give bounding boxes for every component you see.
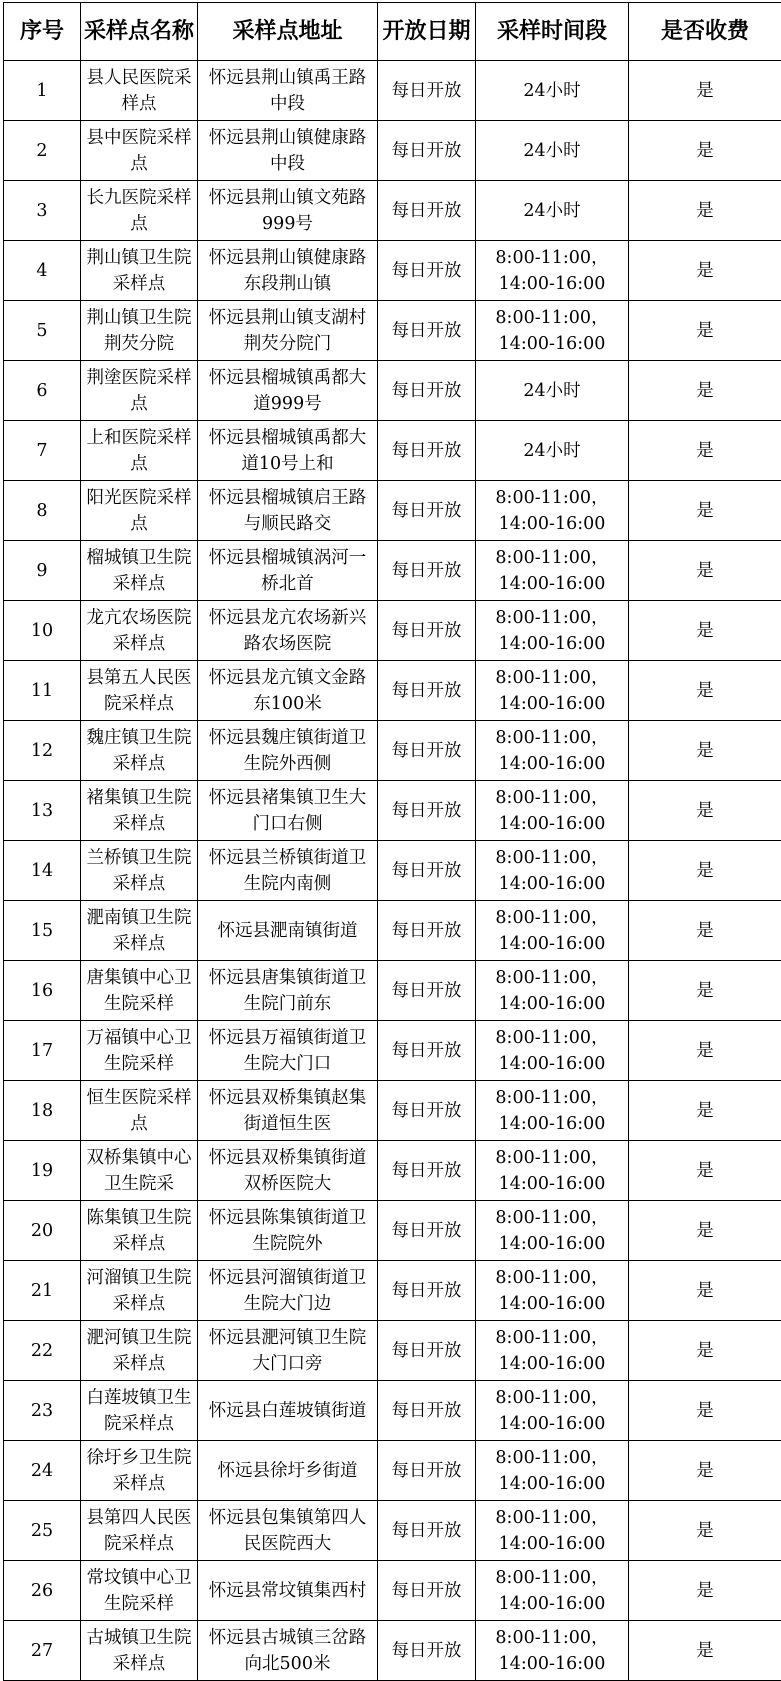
cell-open-date: 每日开放 [378, 1081, 476, 1141]
table-row [4, 361, 781, 421]
cell-open-date: 每日开放 [378, 661, 476, 721]
cell-address: 怀远县褚集镇卫生大门口右侧 [198, 781, 378, 841]
cell-open-date: 每日开放 [378, 1441, 476, 1501]
table-row [4, 1141, 781, 1201]
cell-open-date: 每日开放 [378, 1261, 476, 1321]
cell-time-slot: 8:00-11:00， 14:00-16:00 [476, 481, 629, 541]
cell-address: 怀远县包集镇第四人民医院西大 [198, 1501, 378, 1561]
cell-site-name: 淝南镇卫生院采样点 [81, 901, 198, 961]
cell-site-name: 榴城镇卫生院采样点 [81, 541, 198, 601]
cell-time-slot: 24小时 [476, 181, 629, 241]
cell-address: 怀远县荆山镇文苑路999号 [198, 181, 378, 241]
table-row [4, 1321, 781, 1381]
cell-time-slot: 8:00-11:00， 14:00-16:00 [476, 721, 629, 781]
table-row [4, 61, 781, 121]
cell-fee: 是 [629, 1021, 781, 1081]
cell-time-slot: 8:00-11:00， 14:00-16:00 [476, 1441, 629, 1501]
table-row [4, 1021, 781, 1081]
cell-fee: 是 [629, 1261, 781, 1321]
cell-time-slot: 8:00-11:00， 14:00-16:00 [476, 661, 629, 721]
table-row [4, 1501, 781, 1561]
cell-time-slot: 8:00-11:00， 14:00-16:00 [476, 241, 629, 301]
table-row [4, 1621, 781, 1681]
cell-fee: 是 [629, 541, 781, 601]
cell-index: 3 [4, 181, 81, 241]
table-row [4, 901, 781, 961]
cell-open-date: 每日开放 [378, 361, 476, 421]
cell-index: 2 [4, 121, 81, 181]
cell-address: 怀远县河溜镇街道卫生院大门边 [198, 1261, 378, 1321]
table-row [4, 601, 781, 661]
cell-open-date: 每日开放 [378, 61, 476, 121]
cell-open-date: 每日开放 [378, 901, 476, 961]
cell-fee: 是 [629, 901, 781, 961]
table-row [4, 1381, 781, 1441]
table-row [4, 841, 781, 901]
cell-time-slot: 24小时 [476, 61, 629, 121]
table-row [4, 1201, 781, 1261]
cell-address: 怀远县淝南镇街道 [198, 901, 378, 961]
cell-index: 23 [4, 1381, 81, 1441]
cell-address: 怀远县陈集镇街道卫生院院外 [198, 1201, 378, 1261]
cell-fee: 是 [629, 721, 781, 781]
cell-site-name: 县人民医院采样点 [81, 61, 198, 121]
cell-time-slot: 8:00-11:00， 14:00-16:00 [476, 1381, 629, 1441]
cell-index: 4 [4, 241, 81, 301]
cell-address: 怀远县魏庄镇街道卫生院外西侧 [198, 721, 378, 781]
cell-fee: 是 [629, 481, 781, 541]
cell-index: 18 [4, 1081, 81, 1141]
cell-open-date: 每日开放 [378, 301, 476, 361]
table-row [4, 541, 781, 601]
cell-open-date: 每日开放 [378, 1321, 476, 1381]
cell-site-name: 县第五人民医院采样点 [81, 661, 198, 721]
cell-open-date: 每日开放 [378, 1501, 476, 1561]
table-row [4, 181, 781, 241]
cell-open-date: 每日开放 [378, 781, 476, 841]
cell-address: 怀远县古城镇三岔路向北500米 [198, 1621, 378, 1681]
cell-site-name: 兰桥镇卫生院采样点 [81, 841, 198, 901]
cell-site-name: 魏庄镇卫生院采样点 [81, 721, 198, 781]
cell-index: 26 [4, 1561, 81, 1621]
header-time-slot: 采样时间段 [476, 3, 629, 61]
cell-fee: 是 [629, 1561, 781, 1621]
cell-address: 怀远县荆山镇健康路中段 [198, 121, 378, 181]
table-row [4, 421, 781, 481]
cell-index: 11 [4, 661, 81, 721]
cell-site-name: 阳光医院采样点 [81, 481, 198, 541]
header-site-name: 采样点名称 [81, 3, 198, 61]
cell-fee: 是 [629, 1441, 781, 1501]
cell-fee: 是 [629, 1501, 781, 1561]
cell-index: 12 [4, 721, 81, 781]
cell-time-slot: 8:00-11:00， 14:00-16:00 [476, 301, 629, 361]
table-row [4, 301, 781, 361]
cell-time-slot: 8:00-11:00， 14:00-16:00 [476, 1561, 629, 1621]
cell-open-date: 每日开放 [378, 1561, 476, 1621]
cell-time-slot: 24小时 [476, 361, 629, 421]
sampling-sites-table [3, 2, 781, 1681]
cell-time-slot: 8:00-11:00， 14:00-16:00 [476, 1201, 629, 1261]
cell-open-date: 每日开放 [378, 1141, 476, 1201]
cell-index: 13 [4, 781, 81, 841]
cell-site-name: 常坟镇中心卫生院采样 [81, 1561, 198, 1621]
cell-time-slot: 8:00-11:00， 14:00-16:00 [476, 1501, 629, 1561]
table-body [4, 61, 781, 1681]
cell-index: 9 [4, 541, 81, 601]
cell-index: 16 [4, 961, 81, 1021]
cell-fee: 是 [629, 181, 781, 241]
cell-time-slot: 8:00-11:00， 14:00-16:00 [476, 1621, 629, 1681]
cell-fee: 是 [629, 301, 781, 361]
header-address: 采样点地址 [198, 3, 378, 61]
cell-site-name: 古城镇卫生院采样点 [81, 1621, 198, 1681]
cell-index: 25 [4, 1501, 81, 1561]
cell-fee: 是 [629, 1201, 781, 1261]
cell-fee: 是 [629, 961, 781, 1021]
cell-site-name: 万福镇中心卫生院采样 [81, 1021, 198, 1081]
cell-site-name: 陈集镇卫生院采样点 [81, 1201, 198, 1261]
table-row [4, 1261, 781, 1321]
cell-index: 1 [4, 61, 81, 121]
header-fee: 是否收费 [629, 3, 781, 61]
cell-address: 怀远县荆山镇禹王路中段 [198, 61, 378, 121]
cell-site-name: 龙亢农场医院采样点 [81, 601, 198, 661]
cell-address: 怀远县龙亢镇文金路东100米 [198, 661, 378, 721]
cell-open-date: 每日开放 [378, 421, 476, 481]
cell-time-slot: 24小时 [476, 121, 629, 181]
cell-index: 6 [4, 361, 81, 421]
cell-address: 怀远县兰桥镇街道卫生院内南侧 [198, 841, 378, 901]
cell-open-date: 每日开放 [378, 961, 476, 1021]
cell-fee: 是 [629, 1621, 781, 1681]
table-row [4, 961, 781, 1021]
cell-open-date: 每日开放 [378, 181, 476, 241]
cell-address: 怀远县双桥集镇街道双桥医院大 [198, 1141, 378, 1201]
cell-address: 怀远县荆山镇支湖村荆芡分院门 [198, 301, 378, 361]
cell-fee: 是 [629, 1141, 781, 1201]
cell-site-name: 徐圩乡卫生院采样点 [81, 1441, 198, 1501]
cell-index: 27 [4, 1621, 81, 1681]
cell-index: 20 [4, 1201, 81, 1261]
cell-open-date: 每日开放 [378, 841, 476, 901]
cell-time-slot: 8:00-11:00， 14:00-16:00 [476, 961, 629, 1021]
cell-site-name: 淝河镇卫生院采样点 [81, 1321, 198, 1381]
cell-site-name: 褚集镇卫生院采样点 [81, 781, 198, 841]
cell-index: 10 [4, 601, 81, 661]
cell-open-date: 每日开放 [378, 1381, 476, 1441]
table-row [4, 1561, 781, 1621]
cell-site-name: 县中医院采样点 [81, 121, 198, 181]
cell-time-slot: 8:00-11:00， 14:00-16:00 [476, 601, 629, 661]
cell-fee: 是 [629, 661, 781, 721]
cell-address: 怀远县淝河镇卫生院大门口旁 [198, 1321, 378, 1381]
cell-address: 怀远县双桥集镇赵集街道恒生医 [198, 1081, 378, 1141]
cell-address: 怀远县徐圩乡街道 [198, 1441, 378, 1501]
cell-open-date: 每日开放 [378, 1021, 476, 1081]
table-header [4, 3, 781, 61]
cell-site-name: 长九医院采样点 [81, 181, 198, 241]
cell-index: 17 [4, 1021, 81, 1081]
cell-address: 怀远县万福镇街道卫生院大门口 [198, 1021, 378, 1081]
cell-site-name: 恒生医院采样点 [81, 1081, 198, 1141]
cell-index: 19 [4, 1141, 81, 1201]
cell-site-name: 荆山镇卫生院采样点 [81, 241, 198, 301]
cell-time-slot: 8:00-11:00， 14:00-16:00 [476, 841, 629, 901]
cell-index: 21 [4, 1261, 81, 1321]
cell-address: 怀远县荆山镇健康路东段荆山镇 [198, 241, 378, 301]
cell-site-name: 上和医院采样点 [81, 421, 198, 481]
cell-time-slot: 8:00-11:00， 14:00-16:00 [476, 901, 629, 961]
cell-open-date: 每日开放 [378, 601, 476, 661]
cell-index: 14 [4, 841, 81, 901]
cell-address: 怀远县榴城镇涡河一桥北首 [198, 541, 378, 601]
table-row [4, 1081, 781, 1141]
cell-fee: 是 [629, 61, 781, 121]
cell-open-date: 每日开放 [378, 481, 476, 541]
cell-time-slot: 8:00-11:00， 14:00-16:00 [476, 1021, 629, 1081]
cell-index: 7 [4, 421, 81, 481]
cell-fee: 是 [629, 421, 781, 481]
cell-address: 怀远县白莲坡镇街道 [198, 1381, 378, 1441]
cell-index: 15 [4, 901, 81, 961]
cell-index: 5 [4, 301, 81, 361]
cell-index: 22 [4, 1321, 81, 1381]
cell-time-slot: 8:00-11:00， 14:00-16:00 [476, 1081, 629, 1141]
table-row [4, 481, 781, 541]
cell-time-slot: 8:00-11:00， 14:00-16:00 [476, 1261, 629, 1321]
cell-open-date: 每日开放 [378, 1621, 476, 1681]
cell-index: 8 [4, 481, 81, 541]
cell-site-name: 唐集镇中心卫生院采样 [81, 961, 198, 1021]
cell-address: 怀远县榴城镇启王路与顺民路交 [198, 481, 378, 541]
cell-address: 怀远县榴城镇禹都大道999号 [198, 361, 378, 421]
cell-address: 怀远县唐集镇街道卫生院门前东 [198, 961, 378, 1021]
table-row [4, 1441, 781, 1501]
sampling-sites-sheet [3, 2, 781, 1681]
cell-site-name: 荆塗医院采样点 [81, 361, 198, 421]
cell-site-name: 双桥集镇中心卫生院采 [81, 1141, 198, 1201]
header-open-date: 开放日期 [378, 3, 476, 61]
cell-open-date: 每日开放 [378, 1201, 476, 1261]
cell-fee: 是 [629, 121, 781, 181]
header-index: 序号 [4, 3, 81, 61]
cell-address: 怀远县榴城镇禹都大道10号上和 [198, 421, 378, 481]
cell-fee: 是 [629, 361, 781, 421]
cell-open-date: 每日开放 [378, 721, 476, 781]
cell-time-slot: 24小时 [476, 421, 629, 481]
cell-site-name: 河溜镇卫生院采样点 [81, 1261, 198, 1321]
cell-site-name: 县第四人民医院采样点 [81, 1501, 198, 1561]
table-row [4, 721, 781, 781]
cell-fee: 是 [629, 1321, 781, 1381]
cell-fee: 是 [629, 841, 781, 901]
cell-time-slot: 8:00-11:00， 14:00-16:00 [476, 781, 629, 841]
header-row [4, 3, 781, 61]
cell-open-date: 每日开放 [378, 241, 476, 301]
cell-time-slot: 8:00-11:00， 14:00-16:00 [476, 541, 629, 601]
cell-time-slot: 8:00-11:00， 14:00-16:00 [476, 1141, 629, 1201]
table-row [4, 781, 781, 841]
cell-address: 怀远县常坟镇集西村 [198, 1561, 378, 1621]
cell-time-slot: 8:00-11:00， 14:00-16:00 [476, 1321, 629, 1381]
cell-index: 24 [4, 1441, 81, 1501]
table-row [4, 241, 781, 301]
cell-fee: 是 [629, 601, 781, 661]
cell-open-date: 每日开放 [378, 541, 476, 601]
cell-fee: 是 [629, 781, 781, 841]
table-row [4, 121, 781, 181]
cell-fee: 是 [629, 241, 781, 301]
cell-open-date: 每日开放 [378, 121, 476, 181]
cell-site-name: 白莲坡镇卫生院采样点 [81, 1381, 198, 1441]
cell-fee: 是 [629, 1381, 781, 1441]
cell-site-name: 荆山镇卫生院荆芡分院 [81, 301, 198, 361]
cell-address: 怀远县龙亢农场新兴路农场医院 [198, 601, 378, 661]
cell-fee: 是 [629, 1081, 781, 1141]
table-row [4, 661, 781, 721]
